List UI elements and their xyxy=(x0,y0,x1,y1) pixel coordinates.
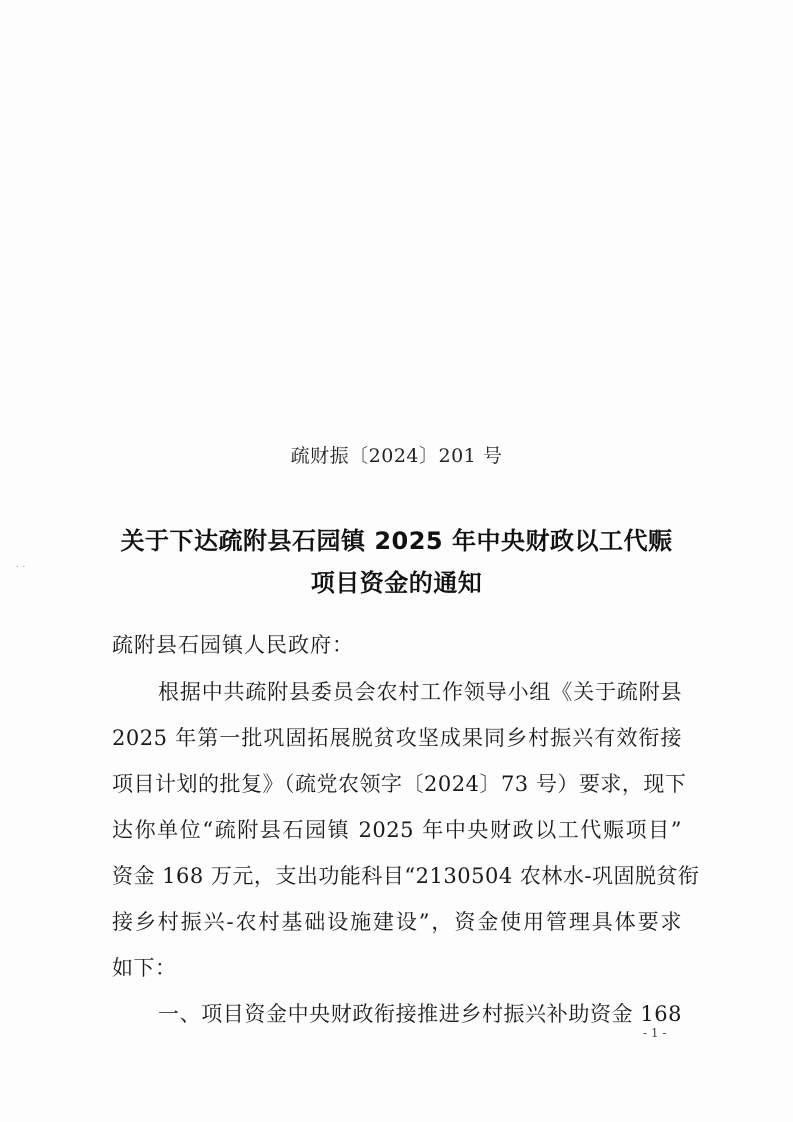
body-paragraph-line: 达你单位“疏附县石园镇 2025 年中央财政以工代赈项目” xyxy=(112,818,682,842)
salutation: 疏附县石园镇人民政府： xyxy=(112,633,354,657)
body-paragraph-line: 项目计划的批复》（疏党农领字〔2024〕73 号）要求，现下 xyxy=(112,772,687,796)
document-number: 疏财振〔2024〕201 号 xyxy=(290,445,503,467)
document-title-line-2: 项目资金的通知 xyxy=(310,569,483,597)
scan-speck: · · xyxy=(16,562,26,573)
body-paragraph-line: 接乡村振兴-农村基础设施建设”，资金使用管理具体要求 xyxy=(112,910,682,934)
body-paragraph-line: 一、项目资金中央财政衔接推进乡村振兴补助资金 168 xyxy=(158,1002,682,1026)
document-title-line-1: 关于下达疏附县石园镇 2025 年中央财政以工代赈 xyxy=(120,527,673,555)
page-number: - 1 - xyxy=(643,1026,667,1040)
body-paragraph-line: 如下： xyxy=(112,956,177,980)
body-paragraph-line: 2025 年第一批巩固拓展脱贫攻坚成果同乡村振兴有效衔接 xyxy=(112,726,682,750)
body-paragraph-line: 根据中共疏附县委员会农村工作领导小组《关于疏附县 xyxy=(158,680,682,704)
body-paragraph-line: 资金 168 万元，支出功能科目“2130504 农林水-巩固脱贫衔 xyxy=(112,864,700,888)
